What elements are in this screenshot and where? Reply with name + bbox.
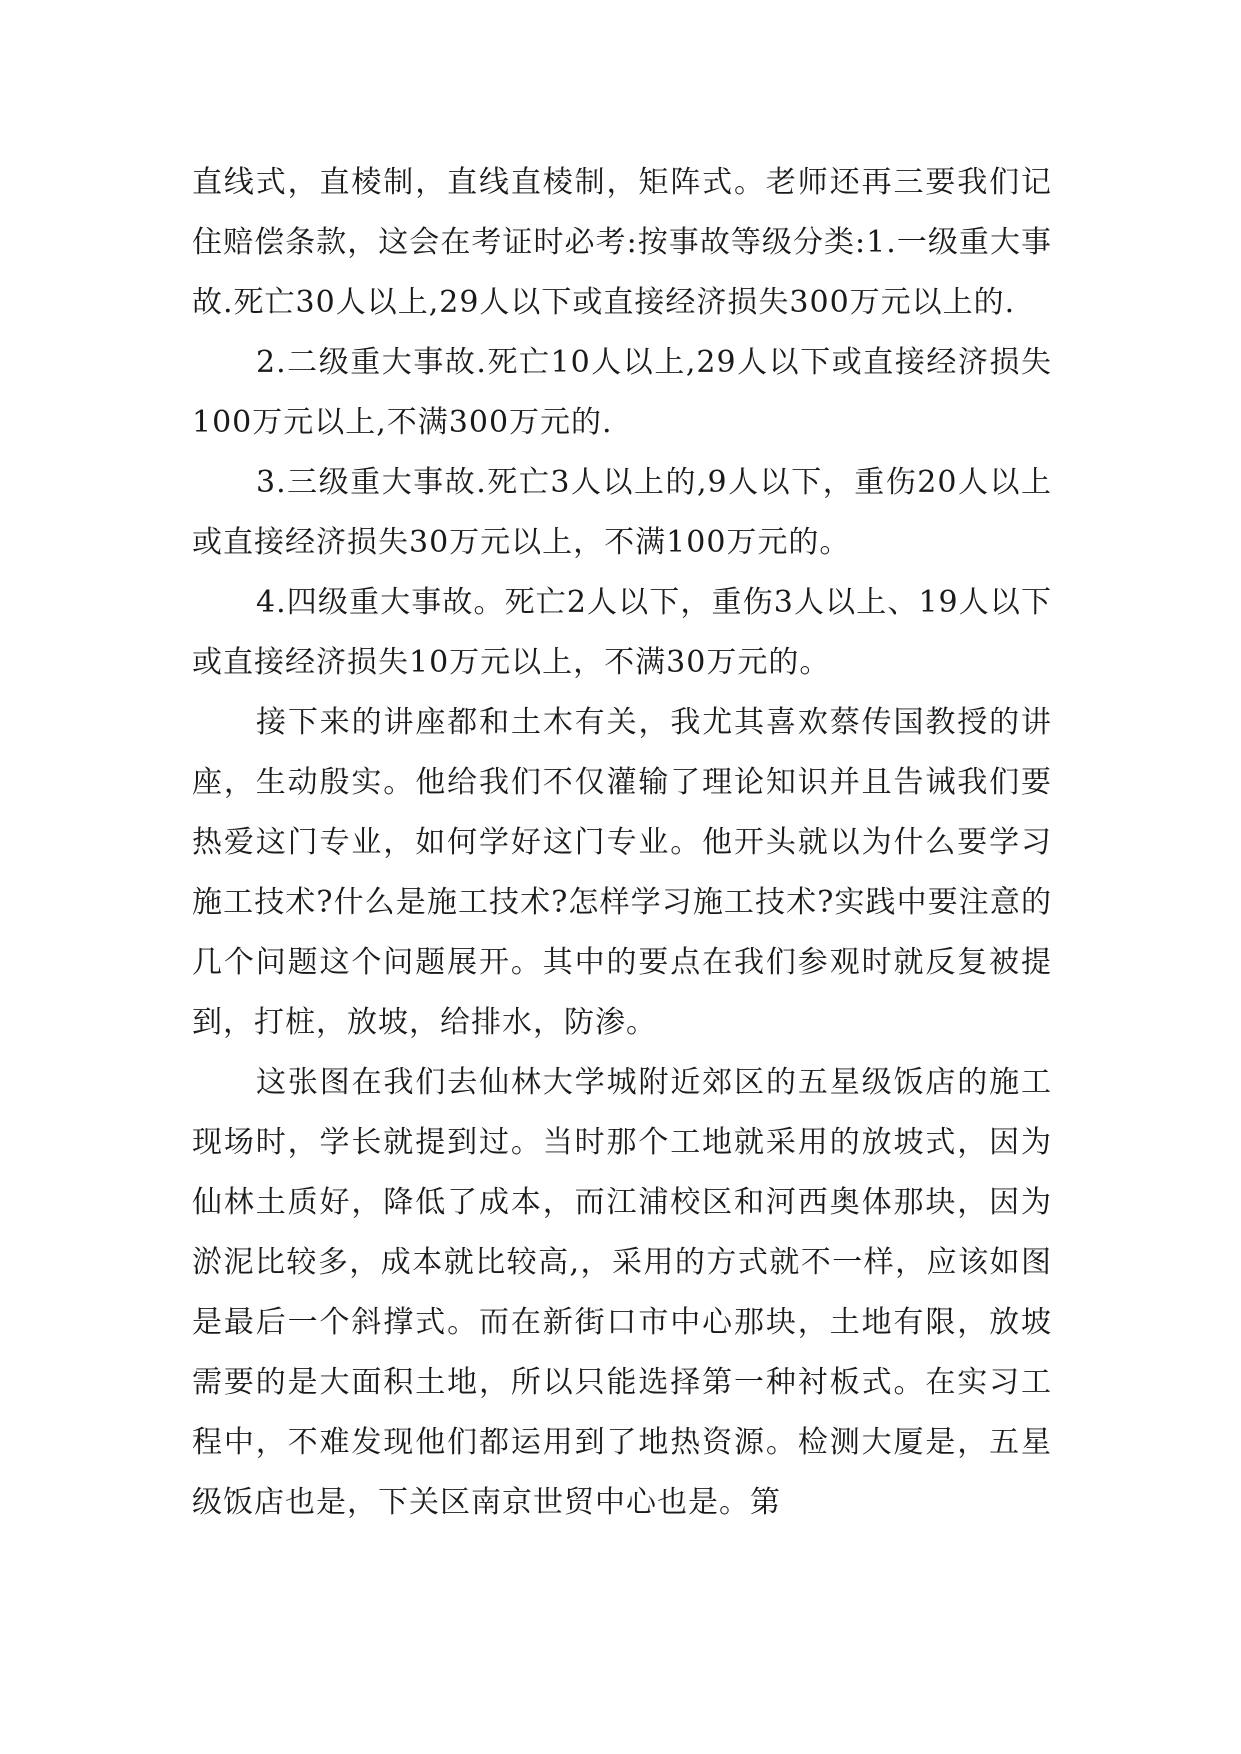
paragraph-construction-site: 这张图在我们去仙林大学城附近郊区的五星级饭店的施工现场时，学长就提到过。当时那个工地就采用的放坡式，因为仙林土质好，降低了成本，而江浦校区和河西奥体那块，因为淤泥比较多，成本就比较高,，采用的方式就不一样，应该如图是最后一个斜撑式。而在新街口市中心那块，土地有限，放坡需要的是大面积土地，所以只能选择第一种衬板式。在实习工程中，不难发现他们都运用到了地热资源。检测大厦是，五星级饭店也是，下关区南京世贸中心也是。第 <box>192 1065 1052 1520</box>
paragraph-level-2: 2.二级重大事故.死亡10人以上,29人以下或直接经济损失100万元以上,不满300万元的. <box>192 345 1052 440</box>
paragraph-level-3: 3.三级重大事故.死亡3人以上的,9人以下，重伤20人以上或直接经济损失30万元以上，不满100万元的。 <box>192 465 1052 560</box>
paragraph-accident-levels-intro: 直线式，直棱制，直线直棱制，矩阵式。老师还再三要我们记住赔偿条款，这会在考证时必考:按事故等级分类:1.一级重大事故.死亡30人以上,29人以下或直接经济损失300万元以上的. <box>192 165 1052 320</box>
document-body <box>192 153 1052 1533</box>
paragraph-lecture: 接下来的讲座都和土木有关，我尤其喜欢蔡传国教授的讲座，生动殷实。他给我们不仅灌输了理论知识并且告诫我们要热爱这门专业，如何学好这门专业。他开头就以为什么要学习施工技术?什么是施工技术?怎样学习施工技术?实践中要注意的几个问题这个问题展开。其中的要点在我们参观时就反复被提到，打桩，放坡，给排水，防渗。 <box>192 705 1052 1040</box>
paragraph-level-4: 4.四级重大事故。死亡2人以下，重伤3人以上、19人以下或直接经济损失10万元以上，不满30万元的。 <box>192 585 1052 680</box>
